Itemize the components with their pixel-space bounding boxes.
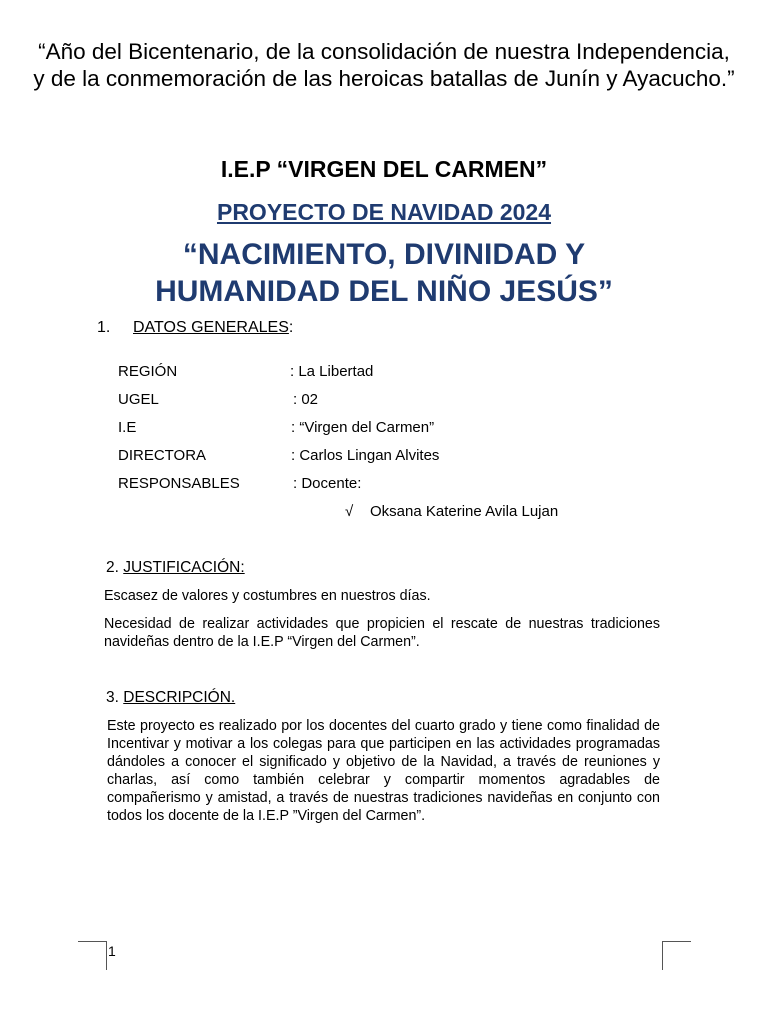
- motto-text: “Año del Bicentenario, de la consolidación de nuestra Independencia, y de la conmemoración de las heroicas batallas de Junín y Ayacucho.”: [33, 39, 735, 91]
- section-2-heading: [106, 558, 245, 578]
- responsible-name: Oksana Katerine Avila Lujan: [370, 503, 559, 520]
- field-label-directora: DIRECTORA: [118, 447, 207, 464]
- section-2-number: 2.: [106, 559, 119, 576]
- field-label-ie: I.E: [118, 419, 137, 436]
- description-paragraph: Este proyecto es realizado por los docentes del cuarto grado y tiene como finalidad de Incentivar y motivar a los colegas para que participen en las actividades programadas dándoles a conocer el significado y objetivo de la Navidad, a través de reuniones y charlas, así como también celebrar y compartir momentos agradables de compañerismo y amistad, a través de nuestras tradiciones navideñas en conjunto con todos los docente de la I.E.P ”Virgen del Carmen”.: [107, 718, 660, 824]
- main-title-line-1: “NACIMIENTO, DIVINIDAD Y: [182, 238, 586, 271]
- section-1-heading: [97, 318, 293, 338]
- crop-mark-left: [78, 941, 107, 970]
- section-3-title: DESCRIPCIÓN.: [123, 689, 236, 706]
- crop-mark-right: [662, 941, 691, 970]
- section-3-heading: [106, 688, 235, 708]
- section-1-colon: :: [288, 319, 294, 336]
- project-heading-text: PROYECTO DE NAVIDAD 2024: [216, 199, 552, 225]
- field-value-directora: : Carlos Lingan Alvites: [291, 447, 440, 464]
- section-3-number: 3.: [106, 689, 119, 706]
- justification-paragraph-2: Necesidad de realizar actividades que propicien el rescate de nuestras tradiciones navideñas dentro de la I.E.P “Virgen del Carmen”.: [104, 616, 660, 650]
- field-label-ugel: UGEL: [118, 391, 159, 408]
- field-label-region: REGIÓN: [118, 363, 178, 380]
- field-value-region: : La Libertad: [290, 363, 374, 380]
- school-name: I.E.P “VIRGEN DEL CARMEN”: [220, 156, 548, 182]
- field-value-ie: : “Virgen del Carmen”: [291, 419, 435, 436]
- project-heading: [0, 197, 768, 227]
- field-label-responsables: RESPONSABLES: [118, 475, 240, 492]
- checkmark-icon: √: [345, 503, 354, 520]
- justification-paragraph-1: Escasez de valores y costumbres en nuestros días.: [104, 588, 431, 604]
- section-1-title: DATOS GENERALES: [133, 319, 289, 336]
- field-value-responsables: : Docente:: [293, 475, 362, 492]
- main-title-line-2: HUMANIDAD DEL NIÑO JESÚS”: [155, 275, 613, 308]
- page-number: 1: [108, 943, 116, 959]
- section-2-title: JUSTIFICACIÓN:: [123, 559, 245, 576]
- section-1-number: 1.: [97, 319, 111, 336]
- field-value-ugel: : 02: [293, 391, 319, 408]
- main-title: [0, 236, 768, 310]
